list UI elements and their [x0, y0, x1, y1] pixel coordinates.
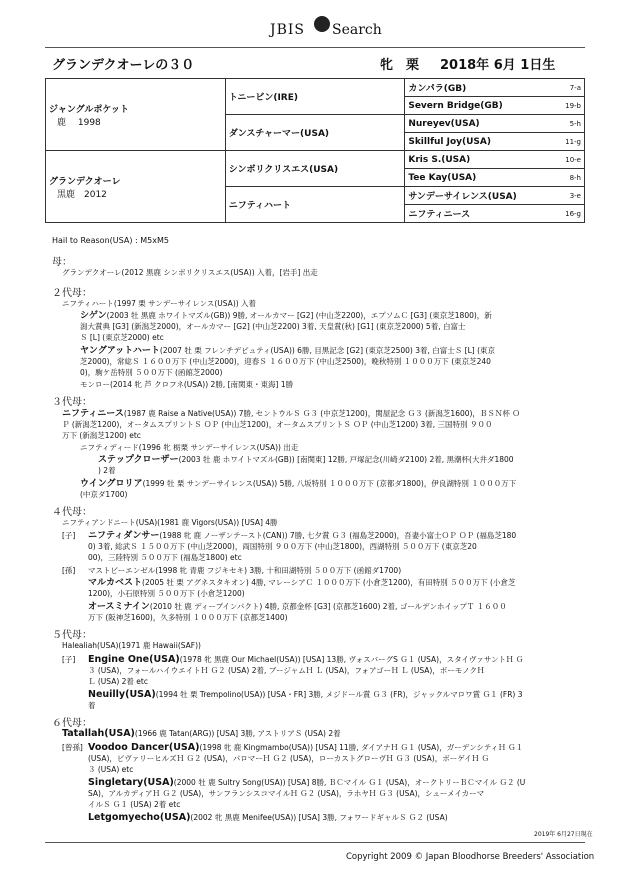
list-item: Engine One(USA)(1978 牝 黒鹿 Our Michael(USA)) [USA] 13勝, ヴォスバーグS Ｇ１ (USA)，スタイヴァサントＨ Ｇ [88, 654, 524, 665]
sire-cell: ジャングルポケット 鹿 1998 [46, 79, 226, 151]
list-item: 1200)，小石原特別 ５００万下 (小倉芝1200) [88, 589, 245, 598]
list-item: Neuilly(USA)(1994 牡 栗 Trempolino(USA)) [USA・FR] 3勝, メジドール賞 Ｇ３ (FR)，ジャックルマロワ賞 Ｇ１ (FR) 3 [88, 689, 523, 700]
list-item: [子] [62, 531, 76, 540]
list-item: マルカベスト(2005 牡 栗 アグネスタキオン) 4勝, マレーシアＣ １０００万下 (小倉芝1200)，有田特別 ５００万下 (小倉芝 [88, 578, 516, 588]
list-item: 万下 (阪神芝1600)，久多特別 １０００万下 (京都芝1400) [88, 613, 288, 622]
list-item: ニフティニース(1987 鹿 Raise a Native(USA)) 7勝, セントウルＳ Ｇ３ (中京芝1200)，関屋記念 Ｇ３ (新潟芝1600)，ＢＳＮ杯 Ｏ [62, 409, 520, 419]
list-item: 0) 3着, 総武Ｓ １５００万下 (中山芝2000)，両国特別 ９００万下 (中山芝1800)，西湖特別 ５００万下 (東京芝20 [88, 542, 477, 551]
birth-date: 2018年 6月 1日生 [440, 58, 556, 73]
divider [45, 47, 585, 48]
list-item: SA)，アルカディアＨ Ｇ２ (USA)，サンフランシスコマイルＨ Ｇ２ (USA)，ラホヤＨ Ｇ３ (USA)，シューメイカーマ [88, 789, 485, 798]
list-item: シゲン(2003 牡 黒鹿 ホワイトマズル(GB)) 9勝, オールカマー [G2] (中山芝2200)，エプソムＣ [G3] (東京芝1800)，新 [80, 311, 492, 321]
list-item: Ｌ (USA) 2着 etc [88, 677, 148, 686]
list-item: 潟大賞典 [G3] (新潟芝2000)，オールカマー [G2] (中山芝2200) 3着, 天皇賞(秋) [G1] (東京芝2000) 5着, 白富士 [80, 322, 466, 331]
list-item: 着 [88, 701, 96, 710]
divider [45, 842, 585, 843]
list-item: ３ (USA)，フォールハイウエイトＨ Ｇ２ (USA) 2着, ブージャムＨ Ｌ (USA)，フォアゴーＨ Ｌ (USA)，ボーモノクＨ [88, 666, 485, 675]
list-item: Ｓ [L] (東京芝2000) etc [80, 333, 164, 342]
logo-icon [314, 16, 330, 32]
section-6th-dam: ６代母： [52, 718, 92, 729]
page-title: グランデクオーレの３０ [52, 58, 195, 73]
sire-sire: トニービン(IRE) [225, 79, 405, 115]
list-item: ニフティアンドニート(USA)(1981 鹿 Vigors(USA)) [USA] 4勝 [62, 518, 278, 527]
list-item: Ｐ (新潟芝1200)，オータムスプリントＳ ＯＰ (中山芝1200)，オータムスプリントＳ ＯＰ (中山芝1200) 3着, 三国特別 ９００ [62, 420, 493, 429]
list-item: ステップクローザー(2003 牡 鹿 ホワイトマズル(GB)) [南関東] 12勝, 戸塚記念(川崎ダ2100) 2着, 黒潮杯(大井ダ1800 [98, 455, 514, 465]
list-item: Tatallah(USA)(1966 鹿 Tatan(ARG)) [USA] 3勝, アストリアＳ (USA) 2着 [62, 728, 341, 739]
list-item: ３ (USA) etc [88, 765, 134, 774]
list-item: オースミナイン(2010 牡 鹿 ディープインパクト) 4勝, 京都金杯 [G3] (京都芝1600) 2着, ゴールデンホイップＴ １６００ [88, 602, 507, 612]
section-5th-dam: ５代母： [52, 630, 92, 641]
dam-line: グランデクオーレ(2012 黒鹿 シンボリクリスエス(USA)) 入着，[岩手] 出走 [62, 268, 318, 277]
list-item: 万下 (新潟芝1200) etc [62, 431, 141, 440]
section-2nd-dam: ２代母： [52, 288, 92, 299]
list-item: ニフティハート(1997 栗 サンデーサイレンス(USA)) 入着 [62, 299, 257, 308]
dam-dam: ニフティハート [225, 187, 405, 223]
list-item: Voodoo Dancer(USA)(1998 牝 鹿 Kingmambo(USA)) [USA] 11勝, ダイアナＨ Ｇ１ (USA)，ガーデンシティＨ Ｇ１ [88, 742, 524, 753]
section-3rd-dam: ３代母： [52, 397, 92, 408]
as-of-date: 2019年 6月27日現在 [534, 831, 593, 838]
logo-text: JBIS [270, 22, 306, 38]
pedigree-table: ジャングルポケット 鹿 1998 トニービン(IRE) カンパラ(GB) 7-a Severn Bridge(GB) 19-b ダンスチャーマー(USA) Nureyev(USA) 5-h Skillful Joy(USA) 11-g グランデクオーレ 黒鹿 2012 シンボリクリスエス(USA) Kris S.(USA) 10-e Tee Kay(USA) 8-h ニフティハート サンデーサイレンス(USA) 3-e ニフティニース 16-g [45, 78, 585, 223]
list-item: Letgomyecho(USA)(2002 牝 黒鹿 Menifee(USA)) [USA] 3勝, フォワードギャルＳ Ｇ２ (USA) [88, 812, 448, 823]
list-item: ヤングアットハート(2007 牡 栗 フレンチデピュティ(USA)) 6勝, 目黒記念 [G2] (東京芝2500) 3着, 白富士Ｓ [L] (東京 [80, 346, 496, 356]
list-item: ) 2着 [98, 466, 116, 475]
jbis-logo [270, 12, 400, 46]
list-item: Singletary(USA)(2000 牡 鹿 Sultry Song(USA)) [USA] 8勝, ＢＣマイル Ｇ１ (USA)，オークトリーＢＣマイル Ｇ２ (U [88, 777, 526, 788]
dam-cell: グランデクオーレ 黒鹿 2012 [46, 151, 226, 223]
list-item: モンロー(2014 牝 芦 クロフネ(USA)) 2勝, [南関東・東海] 1勝 [80, 380, 294, 389]
list-item: ニフティディード(1996 牝 栃栗 サンデーサイレンス(USA)) 出走 [80, 443, 299, 452]
copyright: Copyright 2009 © Japan Bloodhorse Breeders' Association [346, 852, 595, 862]
logo-search-text: Search [332, 22, 382, 38]
list-item: マストビーエンゼル(1998 牝 青鹿 フジキセキ) 3勝, 十和田湖特別 ５００万下 (函館ダ1700) [88, 566, 402, 575]
list-item: ウイングロリア(1999 牡 栗 サンデーサイレンス(USA)) 5勝, 八坂特別 １０００万下 (京都ダ1800)，伊良湖特別 １０００万下 [80, 479, 517, 489]
list-item: (USA)，ビヴァリーヒルズＨ Ｇ２ (USA)，パロマーＨ Ｇ２ (USA)，ローカストグローヴＨ Ｇ３ (USA)，ボーゲイＨ Ｇ [88, 754, 490, 763]
list-item: [孫] [62, 566, 76, 575]
section-dam: 母： [52, 257, 72, 268]
list-item: 00)，三陸特別 ５００万下 (福島芝1800) etc [88, 553, 242, 562]
dam-sire: シンボリクリスエス(USA) [225, 151, 405, 187]
section-4th-dam: ４代母： [52, 507, 92, 518]
list-item: イルＳ Ｇ１ (USA) 2着 etc [88, 800, 181, 809]
list-item: [曾孫] [62, 743, 83, 752]
list-item: 0)，駒ケ岳特別 ５００万下 (函館芝2000) [80, 368, 223, 377]
list-item: ニフティダンサー(1988 牝 鹿 ノーザンテースト(CAN)) 7勝, 七夕賞 Ｇ３ (福島芝2000)，吾妻小富士ＯＰ ＯＰ (福島芝180 [88, 531, 517, 541]
sire-dam: ダンスチャーマー(USA) [225, 115, 405, 151]
inbreeding: Hail to Reason(USA) : M5xM5 [52, 236, 169, 245]
list-item: 芝2000)，常総Ｓ １６００万下 (中山芝2000)，迎春Ｓ １６００万下 (中山芝2500)，晩秋特別 １０００万下 (東京芝240 [80, 357, 491, 366]
list-item: (中京ダ1700) [80, 490, 128, 499]
list-item: [子] [62, 655, 76, 664]
sex-coat: 牝 栗 [380, 58, 420, 73]
list-item: Halealiah(USA)(1971 鹿 Hawaii(SAF)) [62, 641, 201, 650]
